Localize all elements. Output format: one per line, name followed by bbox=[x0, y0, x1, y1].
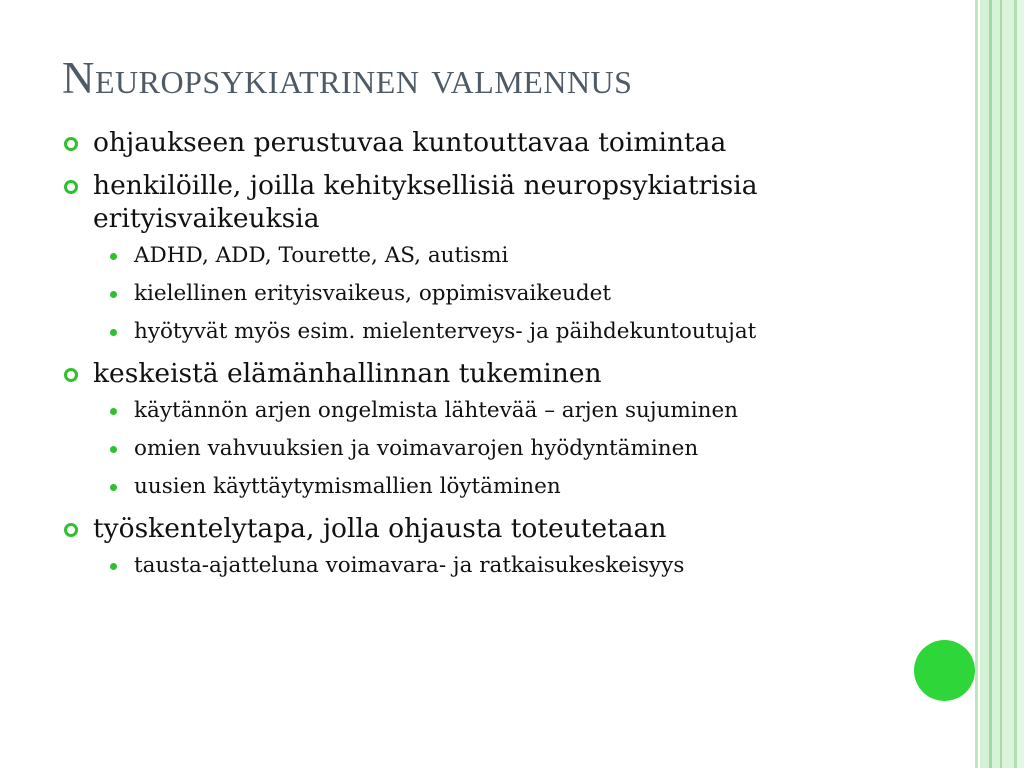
dot-bullet-icon bbox=[110, 329, 117, 336]
sub-bullet-item bbox=[93, 396, 922, 426]
sub-bullet-item bbox=[93, 241, 922, 271]
sub-bullet-item bbox=[93, 279, 922, 309]
sub-bullet-text: uusien käyttäytymismallien löytäminen bbox=[134, 474, 561, 499]
dot-bullet-icon bbox=[110, 253, 117, 260]
sub-bullet-list bbox=[93, 551, 922, 581]
bullet-text: keskeistä elämänhallinnan tukeminen bbox=[93, 358, 602, 389]
bullet-text: ohjaukseen perustuvaa kuntouttavaa toimintaa bbox=[93, 127, 727, 158]
decorative-circle bbox=[914, 640, 975, 701]
dot-bullet-icon bbox=[110, 563, 117, 570]
slide-title: Neuropsykiatrinen valmennus bbox=[62, 53, 633, 103]
sub-bullet-item bbox=[93, 551, 922, 581]
sub-bullet-item bbox=[93, 434, 922, 464]
side-stripe bbox=[975, 0, 978, 768]
dot-bullet-icon bbox=[110, 446, 117, 453]
ring-bullet-icon bbox=[64, 523, 78, 537]
bullet-text: työskentelytapa, jolla ohjausta toteutetaan bbox=[93, 513, 667, 544]
dot-bullet-icon bbox=[110, 484, 117, 491]
ring-bullet-icon bbox=[64, 180, 78, 194]
sub-bullet-item bbox=[93, 317, 922, 347]
bullet-item bbox=[62, 126, 922, 159]
side-stripe bbox=[1002, 0, 1014, 768]
bullet-item bbox=[62, 357, 922, 502]
sub-bullet-text: omien vahvuuksien ja voimavarojen hyödyntäminen bbox=[134, 436, 699, 461]
sub-bullet-list bbox=[93, 241, 922, 347]
sub-bullet-text: kielellinen erityisvaikeus, oppimisvaikeudet bbox=[134, 281, 612, 306]
bullet-list bbox=[62, 126, 922, 591]
sub-bullet-text: ADHD, ADD, Tourette, AS, autismi bbox=[134, 243, 509, 268]
dot-bullet-icon bbox=[110, 291, 117, 298]
bullet-item bbox=[62, 169, 922, 347]
ring-bullet-icon bbox=[64, 137, 78, 151]
sub-bullet-text: käytännön arjen ongelmista lähtevää – arjen sujuminen bbox=[134, 398, 739, 423]
bullet-item bbox=[62, 512, 922, 581]
side-stripe bbox=[980, 0, 989, 768]
sub-bullet-item bbox=[93, 472, 922, 502]
bullet-text: henkilöille, joilla kehityksellisiä neuropsykiatrisia erityisvaikeuksia bbox=[93, 170, 758, 234]
side-stripe bbox=[1017, 0, 1024, 768]
sub-bullet-text: hyötyvät myös esim. mielenterveys- ja päihdekuntoutujat bbox=[134, 319, 757, 344]
side-stripe bbox=[992, 0, 1000, 768]
sub-bullet-list bbox=[93, 396, 922, 502]
sub-bullet-text: tausta-ajatteluna voimavara- ja ratkaisukeskeisyys bbox=[134, 553, 685, 578]
ring-bullet-icon bbox=[64, 368, 78, 382]
dot-bullet-icon bbox=[110, 408, 117, 415]
